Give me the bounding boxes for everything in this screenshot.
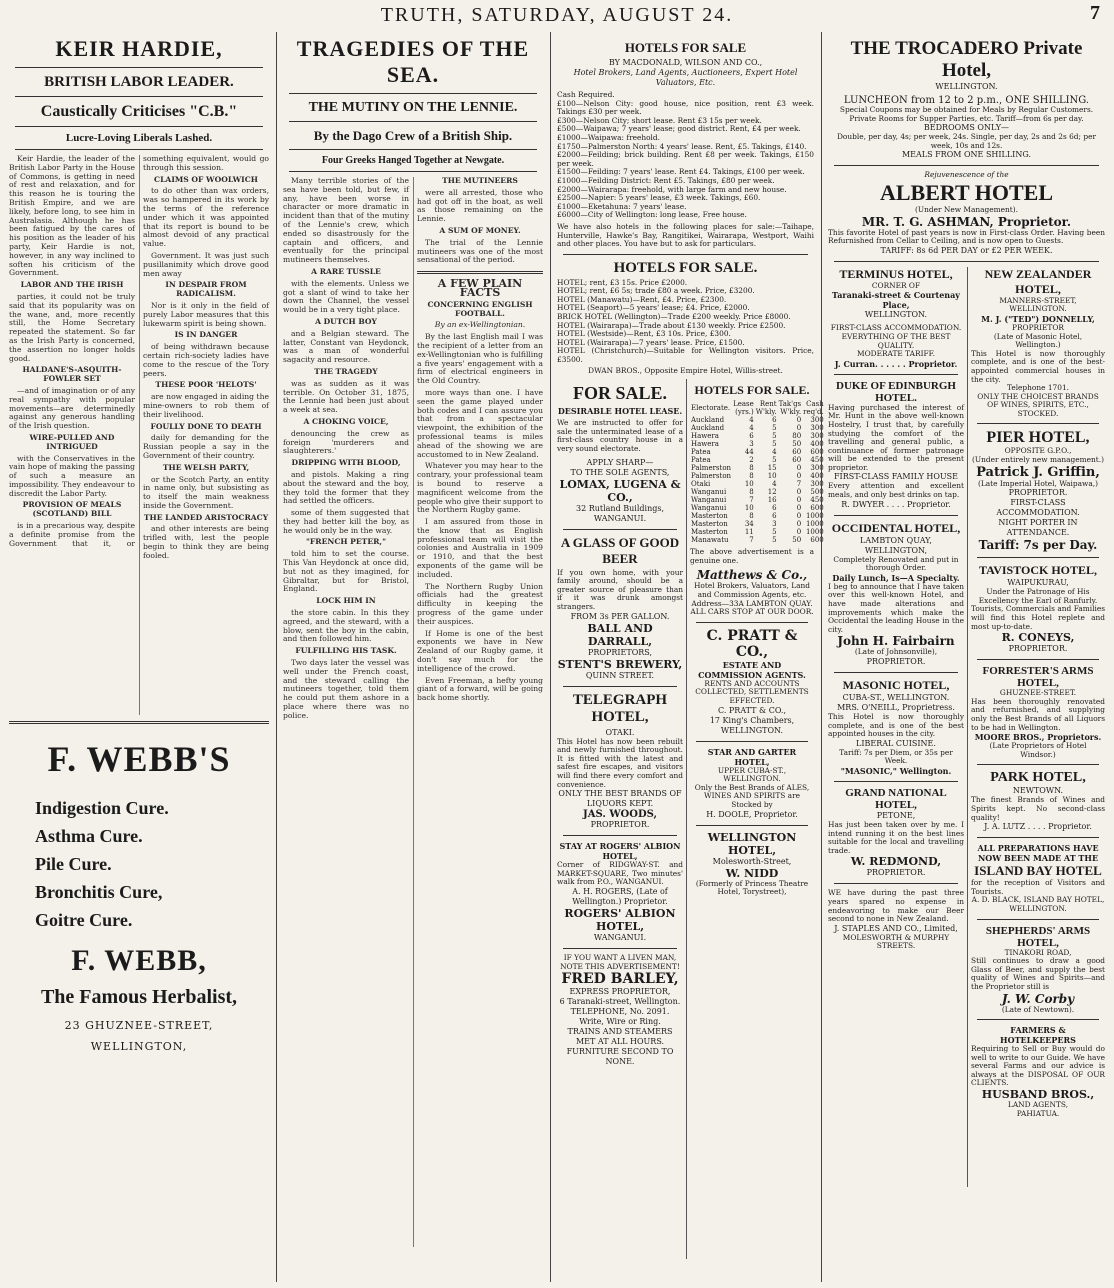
hotel-listing: HOTEL; rent, £3 15s. Price £2000. HOTEL; rent, £6 5s; trade £80 a week. Price, £3200. HOTEL (Manawatu)—Rent, £4. Price, £2300. HOTEL (Seaport)—5 years' lease; £4. Price, £2000. BRICK HOTEL (Wellington)—Trade £200 weekly. Price £8000. HOTEL (Wairarapa)—Trade about £130 weekly. Price £2500. HOTEL (Westside)—Rent, £3 10s. Price, £300. HOTEL (Wairarapa)—7 years' lease. Price, £1500. HOTEL (Christchurch)—Suitable for Wellington visitors. Price, £3500. DWAN BROS., Opposite Empire Hotel, Willis-street. <box>557 277 814 375</box>
column-hotels-for-sale: HOTELS FOR SALE BY MACDONALD, WILSON AND CO., Hotel Brokers, Land Agents, Auctioneers, Expert Hotel Valuators, Etc. Cash Required. £100—Nelson City: good house, nice position, rent £3 week. Takings £30 per week. £300—Nelson City; short lease. Rent £3 15s per week. £500—Waipawa; 7 years' lease; good district. Rent, £4 per week. £1000—Waipawa: freehold. £1750—Palmerston North: 4 years' lease. Rent, £5. Takings, £140. £2000—Feilding; brick building. Rent £8 per week. Takings, £150 per week. £1500—Feilding: 7 years' lease. Rent £4. Takings, £100 per week. £1000—Feilding District: Rent £5. Takings, £80 per week. £2000—Wairarapa: freehold, with large farm and new house. £2500—Napier: 5 years' lease, £3 week. Takings, £60. £1000—Eketahuna: 7 years' lease. £6000—City of Wellington: long lease, Free house. We have also hotels in the following places for sale:—Taihape, Hunterville, Hawke's Bay, Rangitikei, Wairarapa, Westport, Waihi and other places. You have but to ask for particulars. HOTELS FOR SALE. HOTEL; rent, £3 15s. Price £2000. HOTEL; rent, £6 5s; trade £80 a week. Price, £3200. HOTEL (Manawatu)—Rent, £4. Price, £2300. HOTEL (Seaport)—5 years' lease; £4. Price, £2000. BRICK HOTEL (Wellington)—Trade £200 weekly. Price £8000. HOTEL (Wairarapa)—Trade about £130 weekly. Price £2500. HOTEL (Westside)—Rent, £3 10s. Price, £300. HOTEL (Wairarapa)—7 years' lease. Price, £1500. HOTEL (Christchurch)—Suitable for Wellington visitors. Price, £3500. DWAN BROS., Opposite Empire Hotel, Willis-street. FOR SALE. DESIRABLE HOTEL LEASE. We are instructed to offer for sale the unterminated lease of a first-class country house in a very sound electorate. APPLY SHARP— TO THE SOLE AGENTS, LOMAX, LUGENA & CO., 32 Rutland Buildings, WANGANUI. A GLASS OF GOOD BEER If you own home, with your family around, should be a greater source of pleasure than if it was drunk amongst strangers. FROM 3s PER GALLON. BALL AND DARRALL, PROPRIETORS, STENT'S BREWERY, QUINN STREET. TELEGRAPH HOTEL, OTAKI. This Hotel has now been rebuilt and newly furnished throughout. It is fitted with the latest and safest fire escapes, and visitors will find there every comfort and convenience. ONLY THE BEST BRANDS OF LIQUORS KEPT. JAS. WOODS, PROPRIETOR. STAY AT ROGERS' ALBION HOTEL, Corner of RIDGWAY-ST. and MARKET-SQUARE, Two minutes' walk from P.O., WANGANUI. A. H. ROGERS, (Late of Wellington.) Proprietor. ROGERS' ALBION HOTEL, WANGANUI. IF YOU WANT A LIVEN MAN, NOTE THIS ADVERTISEMENT! FRED BARLEY, EXPRESS PROPRIETOR, 6 Taranaki-street, Wellington. TELEPHONE, No. 2091. Write, Wire or Ring. TRAINS AND STEAMERS MET AT ALL HOURS. FURNITURE SECOND TO NONE. HOTELS FOR SALE. Electorate. Lease (yrs.) Rent W'kly. Tak'gs W'kly. Cash req'd. Auckland 4 6 0 300 Auckland 4 5 0 300 Hawera 6 5 80 300 Hawera 3 5 50 400 Patea 44 4 60 600 Patea 2 5 60 450 Palmerston 8 15 0 300 Palmerston 8 10 0 400 Otaki 10 4 7 300 Wanganui 8 12 0 500 Wanganui 7 16 0 450 Wanganui 10 6 0 600 Masterton 8 6 0 1000 Masterton 34 3 0 1000 Masterton 11 5 0 1000 Manawatu 7 5 50 600 The above advertisement is a genuine one. Matthews & Co., Hotel Brokers, Valuators, Land and Commission Agents, etc. Address—33A LAMBTON QUAY. ALL CARS STOP AT OUR DOOR. C. PRATT & CO., ESTATE AND COMMISSION AGENTS. RENTS AND ACCOUNTS COLLECTED, SETTLEMENTS EFFECTED. C. PRATT & CO., 17 King's Chambers, WELLINGTON. STAR AND GARTER HOTEL, UPPER CUBA-ST., WELLINGTON. Only the Best Brands of ALES, WINES AND SPIRITS are Stocked by H. DOOLE, Proprietor. WELLINGTON HOTEL, Molesworth-Street, W. NIDD (Formerly of Princess Theatre Hotel, Torystreet), <box>552 32 819 1282</box>
masthead <box>0 0 1114 30</box>
table-row: Otaki 10 4 7 300 <box>691 480 824 489</box>
table-row: Auckland 4 6 0 300 <box>691 416 824 425</box>
table-row: Patea 2 5 60 450 <box>691 456 824 465</box>
table-row: Wanganui 8 12 0 500 <box>691 488 824 497</box>
ad-name: F. WEBB'S <box>47 739 231 779</box>
article-headline: KEIR HARDIE, <box>55 36 223 61</box>
for-sale-heading: FOR SALE. <box>572 383 668 404</box>
table-row: Hawera 3 5 50 400 <box>691 440 824 449</box>
ad-tagline: The Famous Herbalist, <box>40 986 238 1008</box>
football-headline: A FEW PLAIN FACTS <box>437 277 523 299</box>
column-rule <box>821 32 822 1282</box>
column-tragedies <box>278 32 548 1282</box>
table-row: Masterton 8 6 0 1000 <box>691 512 824 521</box>
page-number: 7 <box>1090 2 1100 24</box>
table-row: Masterton 11 5 0 1000 <box>691 528 824 537</box>
article-tagline: Lucre-Loving Liberals Lashed. <box>65 132 213 144</box>
article-body: Many terrible stories of the sea have been told, but few, if any, have been worse in character or more dramatic in incident than that of the mutiny of the Lennie's crew, which ended so disastrously for the captain and officers, and eventually for the principal mutineers themselves. A RARE TUSSLE with the elements. Unless we got a slant of wind to take her down the Channel, the vessel would be in a very tight place. A DUTCH BOY and a Belgian steward. The latter, Constant van Heydonck, was a man of wonderful sagacity and resource. THE TRAGEDY was as sudden as it was terrible. On October 31, 1875, the Lennie had been just about a week at sea. A CHOKING VOICE, denouncing the crew as foreign 'murderers and slaughterers.' DRIPPING WITH BLOOD, and pistols. Making a ring about the steward and the boy, they told the former that they had settled the officers. some of them suggested that they had better kill the boy, as he would only be in the way. "FRENCH PETER," told him to set the course. This Van Heydonck at once did, but not as they imagined, for Gibraltar, but for Bristol, England. LOCK HIM IN the store cabin. In this they agreed, and the steward, with a blow, sent the boy in the cabin, and then followed him. FULFILLING HIS TASK. Two days later the vessel was well under the French coast, and the steward calling the mutineers together, told them he could put them ashore in a place where there was no police. THE MUTINEERS were all arrested, those who had got off in the boat, as well as those remaining on the Lennie. A SUM OF MONEY. The trial of the Lennie mutineers was one of the most sensational of the period. A FEW PLAIN FACTS CONCERNING ENGLISH FOOTBALL. By an ex-Wellingtonian. By the last English mail I was the recipient of a letter from an ex-Wellingtonian who is fulfilling a five years' engagement with a firm of electrical engineers in the Old Country. more ways than one. I have seen the game played under both codes and I can assure you that from a spectacular viewpoint, the exhibition of the professional teams is miles ahead of the showing we are accustomed to in New Zealand. Whatever you may hear to the contrary, your professional team is bound to reserve a magnificent welcome from the people who give their support to the Northern Rugby game. I am assured from those in the know that as English professional team will visit the colonies and Australia in 1909 or 1910, and that the best exponents of the game will be included. The Northern Rugby Union officials had the greatest difficulty in keeping the progress of the game under their auspices. If Home is one of the best exponents we have in New Zealand of our Rugby game, it don't say much for the intelligence of the crowd. Even Freeman, a hefty young giant of a forward, will be going back home shortly. <box>283 176 543 720</box>
section-heading: HOTELS FOR SALE <box>624 40 747 55</box>
ad-city: WELLINGTON, <box>90 1040 188 1053</box>
column-keir-hardie <box>4 32 274 1282</box>
table-row: Hawera 6 5 80 300 <box>691 432 824 441</box>
ad-address: 23 GHUZNEE-STREET, <box>64 1019 214 1032</box>
subcolumn-right: HOTELS FOR SALE. Electorate. Lease (yrs.) Rent W'kly. Tak'gs W'kly. Cash req'd. Auckland 4 6 0 300 Auckland 4 5 0 300 Hawera 6 5 80 300 Hawera 3 5 50 400 Patea 44 4 60 600 Patea 2 5 60 450 Palmerston 8 15 0 300 Palmerston 8 10 0 400 Otaki 10 4 7 300 Wanganui 8 12 0 500 Wanganui 7 16 0 450 Wanganui 10 6 0 600 Masterton 8 6 0 1000 Masterton 34 3 0 1000 Masterton 11 5 0 1000 Manawatu 7 5 50 600 The above advertisement is a genuine one. Matthews & Co., Hotel Brokers, Valuators, Land and Commission Agents, etc. Address—33A LAMBTON QUAY. ALL CARS STOP AT OUR DOOR. C. PRATT & CO., ESTATE AND COMMISSION AGENTS. RENTS AND ACCOUNTS COLLECTED, SETTLEMENTS EFFECTED. C. PRATT & CO., 17 King's Chambers, WELLINGTON. STAR AND GARTER HOTEL, UPPER CUBA-ST., WELLINGTON. Only the Best Brands of ALES, WINES AND SPIRITS are Stocked by H. DOOLE, Proprietor. WELLINGTON HOTEL, Molesworth-Street, W. NIDD (Formerly of Princess Theatre Hotel, Torystreet), <box>690 383 824 897</box>
cure-item: Bronchitis Cure, <box>35 882 163 902</box>
column-rule <box>550 32 551 1282</box>
cure-item: Indigestion Cure. <box>35 798 169 818</box>
albert-name: ALBERT HOTEL <box>879 179 1054 205</box>
cure-item: Asthma Cure. <box>35 826 143 846</box>
webb-advertisement <box>9 738 269 1053</box>
subcolumn-right: NEW ZEALANDER HOTEL, MANNERS-STREET, WELLINGTON. M. J. ("TED") DONNELLY, PROPRIETOR (Late of Masonic Hotel, Wellington.) This Hotel is now thoroughly complete, and is one of the best-appointed commercial houses in the city. Telephone 1701. ONLY THE CHOICEST BRANDS OF WINES, SPIRITS, ETC., STOCKED. PIER HOTEL, OPPOSITE G.P.O., (Under entirely new management.) Patrick J. Griffin, (Late Imperial Hotel, Waipawa,) PROPRIETOR. FIRST-CLASS ACCOMMODATION. NIGHT PORTER IN ATTENDANCE. Tariff: 7s per Day. TAVISTOCK HOTEL, WAIPUKURAU, Under the Patronage of His Excellency the Earl of Ranfurly. Tourists, Commercials and Families will find this Hotel replete and most up-to-date. R. CONEYS, PROPRIETOR. FORRESTER'S ARMS HOTEL, GHUZNEE-STREET. Has been thoroughly renovated and refurnished, and supplying only the Best Brands of all Liquors to be had in Wellington. MOORE BROS., Proprietors. (Late Proprietors of Hotel Windsor.) PARK HOTEL, NEWTOWN. The finest Brands of Wines and Spirits kept. No second-class quality! J. A. LUTZ . . . . Proprietor. ALL PREPARATIONS HAVE NOW BEEN MADE AT THE ISLAND BAY HOTEL for the reception of Visitors and Tourists. A. D. BLACK, ISLAND BAY HOTEL, WELLINGTON. SHEPHERDS' ARMS HOTEL, TINAKORI ROAD, Still continues to draw a good Glass of Beer, and supply the best quality of Wines and Spirits—and the Proprietor still is J. W. Corby (Late of Newtown). FARMERS & HOTELKEEPERS Requiring to Sell or Buy would do well to write to our Guide. We have several Farms and our advice is always at the DISPOSAL OF OUR CLIENTS. HUSBAND BROS., LAND AGENTS, PAHIATUA. <box>971 266 1105 1118</box>
table-row: Manawatu 7 5 50 600 <box>691 536 824 545</box>
ad-name-2: F. WEBB, <box>71 944 207 977</box>
table-row: Palmerston 8 15 0 300 <box>691 464 824 473</box>
table-row: Masterton 34 3 0 1000 <box>691 520 824 529</box>
cure-item: Goitre Cure. <box>35 910 133 930</box>
article-deck: Caustically Criticises "C.B." <box>40 103 238 120</box>
article-deck: By the Dago Crew of a British Ship. <box>313 128 513 143</box>
article-subhead: THE MUTINY ON THE LENNIE. <box>308 100 518 115</box>
table-row: Auckland 4 5 0 300 <box>691 424 824 433</box>
trocadero-name: THE TROCADERO Private Hotel, <box>850 38 1083 81</box>
cure-item: Pile Cure. <box>35 854 112 874</box>
subcolumn-left: TERMINUS HOTEL, CORNER OF Taranaki-street & Courtenay Place, WELLINGTON. FIRST-CLASS ACCOMMODATION. EVERYTHING OF THE BEST QUALITY. MODERATE TARIFF. J. Curran. . . . . . Proprietor. DUKE OF EDINBURGH HOTEL. Having purchased the interest of Mr. Hunt in the above well-known Hostelry, I trust that, by carefully studying the comfort of the travelling and general public, a continuance of former patronage will be extended to the present proprietor. FIRST-CLASS FAMILY HOUSE Every attention and excellent meals, and only best drinks on tap. R. DWYER . . . . Proprietor. OCCIDENTAL HOTEL, LAMBTON QUAY, WELLINGTON, Completely Renovated and put in thorough Order. Daily Lunch, Is—A Specialty. I beg to announce that I have taken over this well-known Hotel, and have made alterations and improvements which make the Occidental the leading House in the city. John H. Fairbairn (Late of Johnsonville), PROPRIETOR. MASONIC HOTEL, CUBA-ST., WELLINGTON. MRS. O'NEILL, Proprietress. This Hotel is now thoroughly complete, and is one of the best appointed houses in the city. LIBERAL CUISINE. Tariff: 7s per Diem, or 35s per Week. "MASONIC," Wellington. GRAND NATIONAL HOTEL, PETONE, Has just been taken over by me. I intend running it on the best lines suitable for the local and travelling trade. W. REDMOND, PROPRIETOR. WE have during the past three years spared no expense in endeavoring to make our Beer second to none in New Zealand. J. STAPLES AND CO., Limited, MOLESWORTH & MURPHY STREETS. <box>828 266 964 951</box>
column-hotels: THE TROCADERO Private Hotel, WELLINGTON. LUNCHEON from 12 to 2 p.m., ONE SHILLING. Special Coupons may be obtained for Meals by Regular Customers. Private Rooms for Supper Parties, etc. Tariff—from 6s per day. BEDROOMS ONLY— Double, per day, 4s; per week, 24s. Single, per day, 2s and 2s 6d; per week, 10s and 12s. MEALS FROM ONE SHILLING. Rejuvenescence of the ALBERT HOTEL (Under New Management). MR. T. G. ASHMAN, Proprietor. This favorite Hotel of past years is now in First-class Order. Having been Refurnished from Cellar to Ceiling, and is now open to Guests. TARIFF: 8s 6d PER DAY or £2 PER WEEK. TERMINUS HOTEL, CORNER OF Taranaki-street & Courtenay Place, WELLINGTON. FIRST-CLASS ACCOMMODATION. EVERYTHING OF THE BEST QUALITY. MODERATE TARIFF. J. Curran. . . . . . Proprietor. DUKE OF EDINBURGH HOTEL. Having purchased the interest of Mr. Hunt in the above well-known Hostelry, I trust that, by carefully studying the comfort of the travelling and general public, a continuance of former patronage will be extended to the present proprietor. FIRST-CLASS FAMILY HOUSE Every attention and excellent meals, and only best drinks on tap. R. DWYER . . . . Proprietor. OCCIDENTAL HOTEL, LAMBTON QUAY, WELLINGTON, Completely Renovated and put in thorough Order. Daily Lunch, Is—A Specialty. I beg to announce that I have taken over this well-known Hotel, and have made alterations and improvements which make the Occidental the leading House in the city. John H. Fairbairn (Late of Johnsonville), PROPRIETOR. MASONIC HOTEL, CUBA-ST., WELLINGTON. MRS. O'NEILL, Proprietress. This Hotel is now thoroughly complete, and is one of the best appointed houses in the city. LIBERAL CUISINE. Tariff: 7s per Diem, or 35s per Week. "MASONIC," Wellington. GRAND NATIONAL HOTEL, PETONE, Has just been taken over by me. I intend running it on the best lines suitable for the local and travelling trade. W. REDMOND, PROPRIETOR. WE have during the past three years spared no expense in endeavoring to make our Beer second to none in New Zealand. J. STAPLES AND CO., Limited, MOLESWORTH & MURPHY STREETS. NEW ZEALANDER HOTEL, MANNERS-STREET, WELLINGTON. M. J. ("TED") DONNELLY, PROPRIETOR (Late of Masonic Hotel, Wellington.) This Hotel is now thoroughly complete, and is one of the best-appointed commercial houses in the city. Telephone 1701. ONLY THE CHOICEST BRANDS OF WINES, SPIRITS, ETC., STOCKED. PIER HOTEL, OPPOSITE G.P.O., (Under entirely new management.) Patrick J. Griffin, (Late Imperial Hotel, Waipawa,) PROPRIETOR. FIRST-CLASS ACCOMMODATION. NIGHT PORTER IN ATTENDANCE. Tariff: 7s per Day. TAVISTOCK HOTEL, WAIPUKURAU, Under the Patronage of His Excellency the Earl of Ranfurly. Tourists, Commercials and Families will find this Hotel replete and most up-to-date. R. CONEYS, PROPRIETOR. FORRESTER'S ARMS HOTEL, GHUZNEE-STREET. Has been thoroughly renovated and refurnished, and supplying only the Best Brands of all Liquors to be had in Wellington. MOORE BROS., Proprietors. (Late Proprietors of Hotel Windsor.) PARK HOTEL, NEWTOWN. The finest Brands of Wines and Spirits kept. No second-class quality! J. A. LUTZ . . . . Proprietor. ALL PREPARATIONS HAVE NOW BEEN MADE AT THE ISLAND BAY HOTEL for the reception of Visitors and Tourists. A. D. BLACK, ISLAND BAY HOTEL, WELLINGTON. SHEPHERDS' ARMS HOTEL, TINAKORI ROAD, Still continues to draw a good Glass of Beer, and supply the best quality of Wines and Spirits—and the Proprietor still is J. W. Corby (Late of Newtown). FARMERS & HOTELKEEPERS Requiring to Sell or Buy would do well to write to our Guide. We have several Farms and our advice is always at the DISPOSAL OF OUR CLIENTS. HUSBAND BROS., LAND AGENTS, PAHIATUA. <box>823 32 1110 1282</box>
hotel-listing: Cash Required. £100—Nelson City: good house, nice position, rent £3 week. Takings £30 per week. £300—Nelson City; short lease. Rent £3 15s per week. £500—Waipawa; 7 years' lease; good district. Rent, £4 per week. £1000—Waipawa: freehold. £1750—Palmerston North: 4 years' lease. Rent, £5. Takings, £140. £2000—Feilding; brick building. Rent £8 per week. Takings, £150 per week. £1500—Feilding: 7 years' lease. Rent £4. Takings, £100 per week. £1000—Feilding District: Rent £5. Takings, £80 per week. £2000—Wairarapa: freehold, with large farm and new house. £2500—Napier: 5 years' lease, £3 week. Takings, £60. £1000—Eketahuna: 7 years' lease. £6000—City of Wellington: long lease, Free house. We have also hotels in the following places for sale:—Taihape, Hunterville, Hawke's Bay, Rangitikei, Wairarapa, Westport, Waihi and other places. You have but to ask for particulars. <box>557 90 814 249</box>
article-headline: TRAGEDIES OF THE SEA. <box>296 36 530 87</box>
table-row: Wanganui 10 6 0 600 <box>691 504 824 513</box>
column-rule <box>276 32 277 1282</box>
table-row: Wanganui 7 16 0 450 <box>691 496 824 505</box>
table-row: Palmerston 8 10 0 400 <box>691 472 824 481</box>
table-row: Patea 44 4 60 600 <box>691 448 824 457</box>
section-heading: HOTELS FOR SALE. <box>613 259 758 276</box>
article-tagline: Four Greeks Hanged Together at Newgate. <box>321 155 505 166</box>
article-body: Keir Hardie, the leader of the British Labor Party in the House of Commons, is getting in need of rest and relaxation, and for this reason he is touring the British Empire, and we are likely, before long, to see him in Australasia. Although he has been fatigued by the cares of his position as the leader of his party, Keir Hardie is not, however, in any way inclined to soften his criticism of the Government. LABOR AND THE IRISH parties, it could not be truly said that its popularity was on the wane, and, more recently still, the Home Secretary repeated the statement. So far as the Irish Party is concerned, the assertion no longer holds good. HALDANE'S-ASQUITH-FOWLER SET —and of imagination or of any real sympathy with popular movements—are determinedly against any generous handling of the Irish question. WIRE-PULLED AND INTRIGUED with the Conservatives in the vain hope of making the passing of such a measure an impossibility. They endeavour to discredit the Labor Party. PROVISION OF MEALS (SCOTLAND) BILL is in a precarious way, despite a definite promise from the Government that it, or something equivalent, would go through this session. CLAIMS OF WOOLWICH to do other than wax orders, was so hampered in its work by the terms of the reference under which it was appointed that its report is bound to be almost devoid of any practical value. Government. It was just such pusillanimity which drove good men away IN DESPAIR FROM RADICALISM. Nor is it only in the field of purely Labor measures that this lukewarm spirit is being shown. IS IN DANGER of being withdrawn because certain rich-society ladies have come to the rescue of the Tory peers. THESE POOR 'HELOTS' are now engaged in aiding the mine-owners to rob them of their livelihood. FOULLY DONE TO DEATH daily for demanding for the Russian people a say in the Government of their country. THE WELSH PARTY, or the Scotch Party, an entity in name only, but subsisting as to itself the main weakness inside the Government. THE LANDED ARISTOCRACY and other interests are being trifled with, lest the people begin to think they are being fooled. <box>9 154 269 560</box>
subcolumn-left: FOR SALE. DESIRABLE HOTEL LEASE. We are instructed to offer for sale the unterminated lease of a first-class country house in a very sound electorate. APPLY SHARP— TO THE SOLE AGENTS, LOMAX, LUGENA & CO., 32 Rutland Buildings, WANGANUI. A GLASS OF GOOD BEER If you own home, with your family around, should be a greater source of pleasure than if it was drunk amongst strangers. FROM 3s PER GALLON. BALL AND DARRALL, PROPRIETORS, STENT'S BREWERY, QUINN STREET. TELEGRAPH HOTEL, OTAKI. This Hotel has now been rebuilt and newly furnished throughout. It is fitted with the latest and safest fire escapes, and visitors will find there every comfort and convenience. ONLY THE BEST BRANDS OF LIQUORS KEPT. JAS. WOODS, PROPRIETOR. STAY AT ROGERS' ALBION HOTEL, Corner of RIDGWAY-ST. and MARKET-SQUARE, Two minutes' walk from P.O., WANGANUI. A. H. ROGERS, (Late of Wellington.) Proprietor. ROGERS' ALBION HOTEL, WANGANUI. IF YOU WANT A LIVEN MAN, NOTE THIS ADVERTISEMENT! FRED BARLEY, EXPRESS PROPRIETOR, 6 Taranaki-street, Wellington. TELEPHONE, No. 2091. Write, Wire or Ring. TRAINS AND STEAMERS MET AT ALL HOURS. FURNITURE SECOND TO NONE. <box>557 383 683 1067</box>
hotels-table: Electorate. Lease (yrs.) Rent W'kly. Tak'gs W'kly. Cash req'd. Auckland 4 6 0 300 Auckland 4 5 0 300 Hawera 6 5 80 300 Hawera 3 5 50 400 Patea 44 4 60 600 Patea 2 5 60 450 Palmerston 8 15 0 300 Palmerston 8 10 0 400 Otaki 10 4 7 300 Wanganui 8 12 0 500 Wanganui 7 16 0 450 Wanganui 10 6 0 600 Masterton 8 6 0 1000 Masterton 34 3 0 1000 Masterton 11 5 0 1000 Manawatu 7 5 50 600 <box>691 400 824 545</box>
newspaper-title: TRUTH, SATURDAY, AUGUST 24. <box>380 4 734 26</box>
article-subhead: BRITISH LABOR LEADER. <box>44 74 234 90</box>
